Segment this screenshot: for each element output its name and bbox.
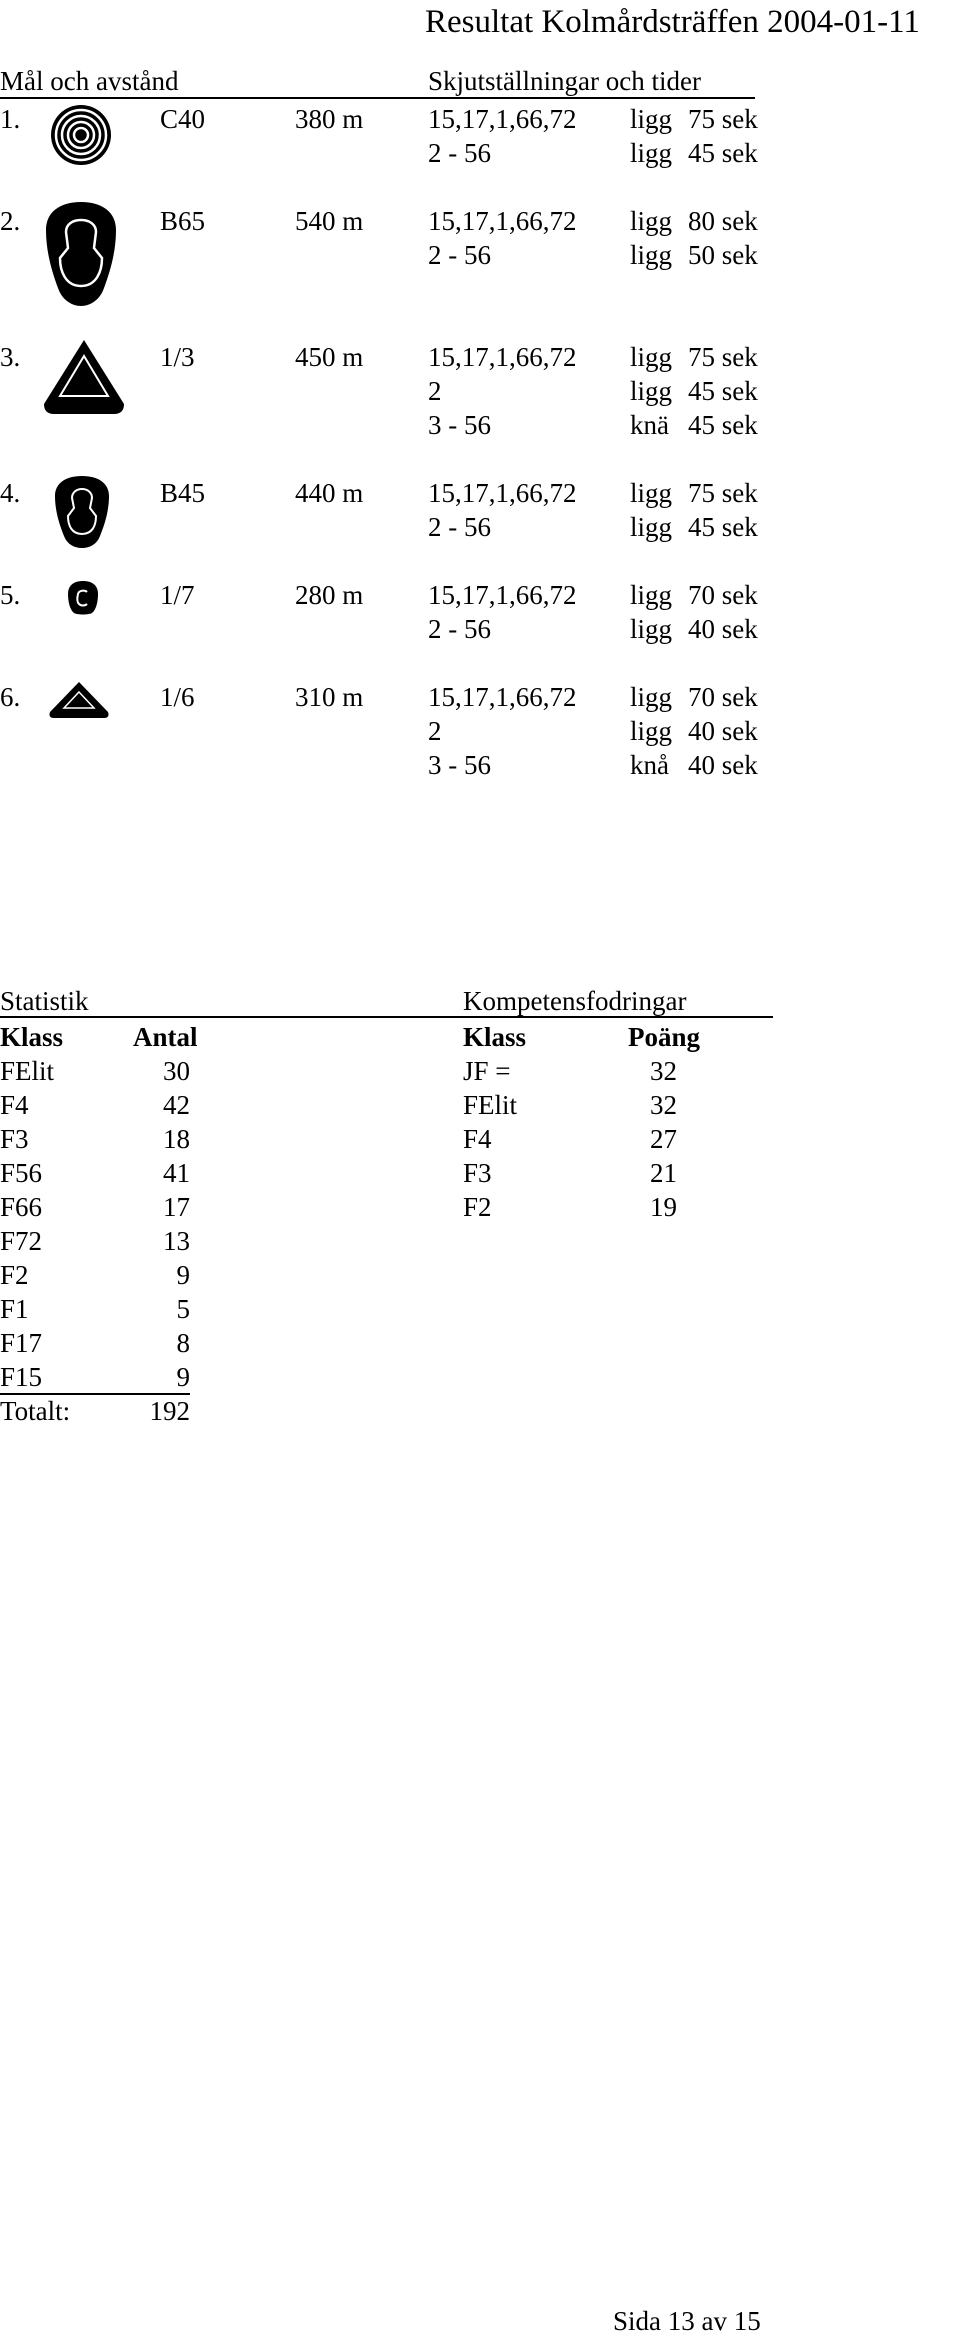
competence-class: F2: [463, 1192, 492, 1222]
shot-classes: 3 - 56: [428, 410, 491, 440]
competence-points: 19: [650, 1192, 677, 1222]
shooting-position: ligg: [630, 240, 673, 270]
shooting-time: 40 sek: [688, 750, 758, 780]
shot-classes: 15,17,1,66,72: [428, 580, 577, 610]
target-number: 4.: [0, 478, 21, 508]
target-distance: 450 m: [295, 342, 364, 372]
target-code: 1/7: [160, 580, 195, 610]
target-code: C40: [160, 104, 206, 134]
stat-count: 5: [176, 1294, 190, 1324]
heading-underline: [0, 97, 755, 99]
stat-class: F2: [0, 1260, 29, 1290]
competence-points: 27: [650, 1124, 677, 1154]
shooting-position: ligg: [630, 138, 673, 168]
section-underline: [0, 1016, 773, 1018]
shot-classes: 3 - 56: [428, 750, 491, 780]
stat-class: F15: [0, 1362, 43, 1392]
shooting-time: 40 sek: [688, 716, 758, 746]
page-title: Resultat Kolmårdsträffen 2004-01-11: [425, 4, 920, 40]
target-distance: 310 m: [295, 682, 364, 712]
figure-target-icon: [52, 474, 112, 550]
target-distance: 540 m: [295, 206, 364, 236]
page-number: Sida 13 av 15: [613, 2306, 761, 2336]
shooting-time: 45 sek: [688, 138, 758, 168]
total-underline: [0, 1393, 190, 1395]
shooting-time: 70 sek: [688, 580, 758, 610]
target-code: 1/6: [160, 682, 195, 712]
small-triangle-target-icon: [46, 680, 112, 720]
shooting-time: 45 sek: [688, 376, 758, 406]
shot-classes: 2 - 56: [428, 512, 491, 542]
shooting-position: ligg: [630, 682, 673, 712]
competence-class: F4: [463, 1124, 492, 1154]
shot-classes: 15,17,1,66,72: [428, 342, 577, 372]
shot-classes: 15,17,1,66,72: [428, 104, 577, 134]
competence-class: FElit: [463, 1090, 518, 1120]
target-distance: 380 m: [295, 104, 364, 134]
statistics-count-header: Antal: [133, 1022, 198, 1052]
stat-count: 18: [163, 1124, 190, 1154]
stat-class: F56: [0, 1158, 43, 1188]
stat-total-label: Totalt:: [0, 1396, 71, 1426]
shot-classes: 2 - 56: [428, 240, 491, 270]
stat-count: 9: [176, 1362, 190, 1392]
shooting-position: knä: [630, 410, 669, 440]
shooting-position: ligg: [630, 716, 673, 746]
shot-classes: 15,17,1,66,72: [428, 206, 577, 236]
shooting-position: ligg: [630, 614, 673, 644]
target-code: B45: [160, 478, 206, 508]
shooting-position: ligg: [630, 512, 673, 542]
target-distance: 280 m: [295, 580, 364, 610]
stat-count: 42: [163, 1090, 190, 1120]
stat-count: 13: [163, 1226, 190, 1256]
stat-class: F1: [0, 1294, 29, 1324]
positions-heading: Skjutställningar och tider: [428, 66, 701, 96]
target-code: B65: [160, 206, 206, 236]
competence-points: 32: [650, 1090, 677, 1120]
shooting-time: 50 sek: [688, 240, 758, 270]
competence-points-header: Poäng: [628, 1022, 701, 1052]
triangle-target-icon: [42, 338, 126, 416]
small-figure-target-icon: [66, 580, 100, 616]
shooting-position: knå: [630, 750, 669, 780]
targets-heading: Mål och avstånd: [0, 66, 179, 96]
stat-class: FElit: [0, 1056, 55, 1086]
target-distance: 440 m: [295, 478, 364, 508]
stat-count: 30: [163, 1056, 190, 1086]
shooting-position: ligg: [630, 104, 673, 134]
stat-count: 8: [176, 1328, 190, 1358]
shot-classes: 2 - 56: [428, 138, 491, 168]
shooting-position: ligg: [630, 206, 673, 236]
target-code: 1/3: [160, 342, 195, 372]
shooting-time: 70 sek: [688, 682, 758, 712]
stat-class: F72: [0, 1226, 43, 1256]
stat-count: 17: [163, 1192, 190, 1222]
stat-class: F4: [0, 1090, 29, 1120]
shooting-time: 75 sek: [688, 342, 758, 372]
target-number: 3.: [0, 342, 21, 372]
target-number: 5.: [0, 580, 21, 610]
stat-class: F17: [0, 1328, 43, 1358]
target-number: 1.: [0, 104, 21, 134]
shooting-position: ligg: [630, 580, 673, 610]
shooting-position: ligg: [630, 376, 673, 406]
figure-target-icon: [42, 200, 120, 308]
competence-points: 32: [650, 1056, 677, 1086]
shot-classes: 2: [428, 716, 442, 746]
shooting-time: 80 sek: [688, 206, 758, 236]
competence-class-header: Klass: [463, 1022, 527, 1052]
statistics-class-header: Klass: [0, 1022, 64, 1052]
competence-heading: Kompetensfodringar: [463, 986, 687, 1016]
competence-class: F3: [463, 1158, 492, 1188]
ring-target-icon: [50, 104, 112, 166]
stat-class: F66: [0, 1192, 43, 1222]
stat-class: F3: [0, 1124, 29, 1154]
shooting-time: 40 sek: [688, 614, 758, 644]
shot-classes: 2: [428, 376, 442, 406]
shooting-time: 45 sek: [688, 512, 758, 542]
statistics-heading: Statistik: [0, 986, 89, 1016]
stat-count: 9: [176, 1260, 190, 1290]
competence-class: JF =: [463, 1056, 511, 1086]
shooting-position: ligg: [630, 342, 673, 372]
target-number: 6.: [0, 682, 21, 712]
shot-classes: 15,17,1,66,72: [428, 682, 577, 712]
competence-points: 21: [650, 1158, 677, 1188]
shooting-time: 75 sek: [688, 478, 758, 508]
stat-total-value: 192: [149, 1396, 190, 1426]
shooting-time: 75 sek: [688, 104, 758, 134]
shooting-time: 45 sek: [688, 410, 758, 440]
shot-classes: 15,17,1,66,72: [428, 478, 577, 508]
shot-classes: 2 - 56: [428, 614, 491, 644]
stat-count: 41: [163, 1158, 190, 1188]
target-number: 2.: [0, 206, 21, 236]
shooting-position: ligg: [630, 478, 673, 508]
